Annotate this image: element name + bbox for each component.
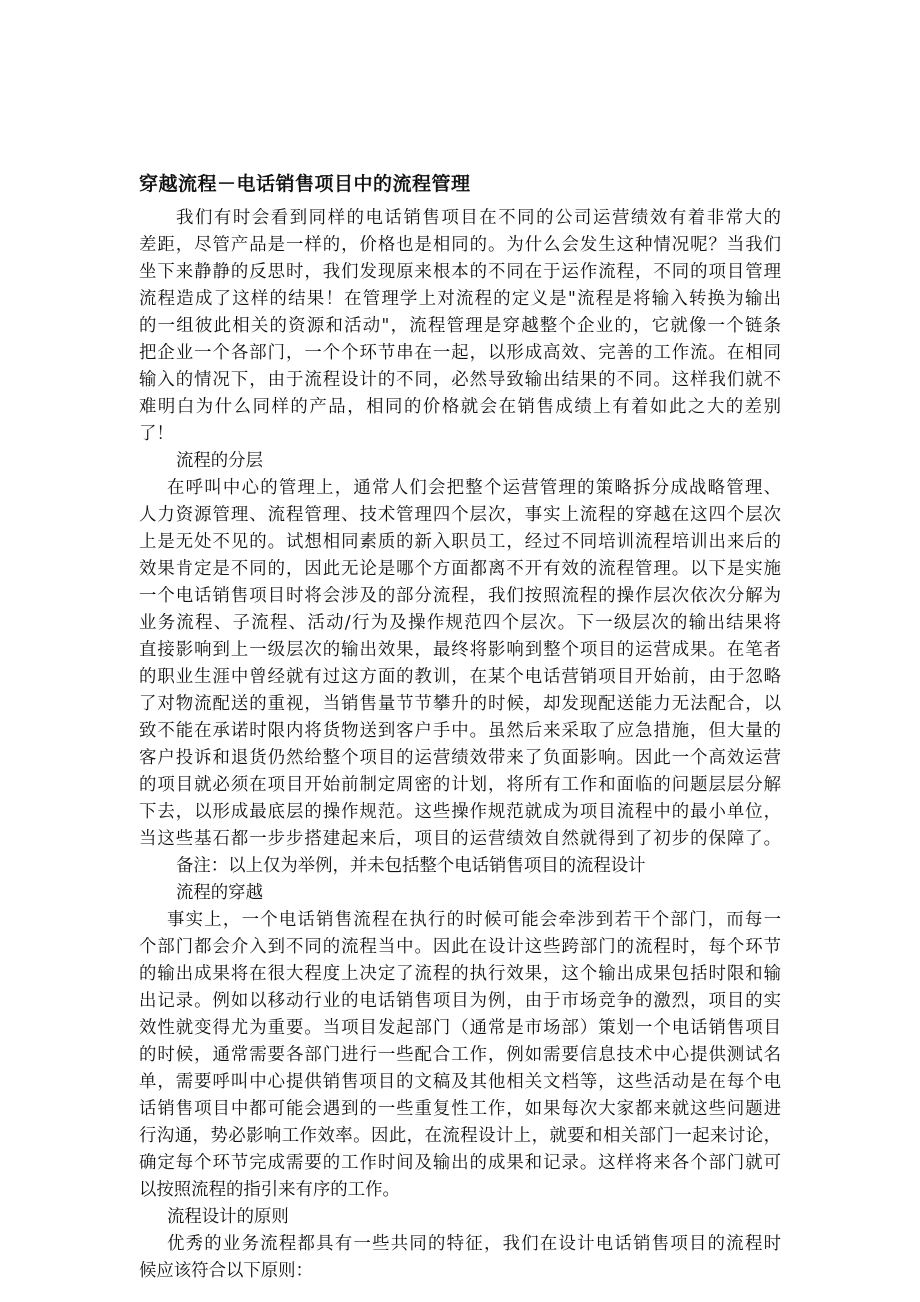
- paragraph-line: 的项目就必须在项目开始前制定周密的计划，将所有工作和面临的问题层层分解: [139, 775, 781, 795]
- paragraph-line: 单，需要呼叫中心提供销售项目的文稿及其他相关文档等，这些活动是在每个电: [139, 1072, 781, 1092]
- paragraph-line: 了！: [139, 424, 174, 444]
- document-title: 穿越流程－电话销售项目中的流程管理: [139, 173, 471, 195]
- paragraph-line: 话销售项目中都可能会遇到的一些重复性工作，如果每次大家都来就这些问题进: [139, 1099, 781, 1119]
- paragraph-line: 我们有时会看到同样的电话销售项目在不同的公司运营绩效有着非常大的: [176, 208, 781, 228]
- paragraph-line: 在呼叫中心的管理上，通常人们会把整个运营管理的策略拆分成战略管理、: [167, 478, 781, 498]
- paragraph-line: 下去，以形成最底层的操作规范。这些操作规范就成为项目流程中的最小单位，: [139, 802, 781, 822]
- paragraph-line: 以按照流程的指引来有序的工作。: [139, 1180, 400, 1200]
- paragraph-line: 客户投诉和退货仍然给整个项目的运营绩效带来了负面影响。因此一个高效运营: [139, 748, 781, 768]
- paragraph-line: 了对物流配送的重视，当销售量节节攀升的时候，却发现配送能力无法配合，以: [139, 694, 781, 714]
- paragraph-line: 效性就变得尤为重要。当项目发起部门（通常是市场部）策划一个电话销售项目: [139, 1018, 781, 1038]
- paragraph-line: 的一组彼此相关的资源和活动"，流程管理是穿越整个企业的，它就像一个链条: [139, 316, 781, 336]
- section-heading: 流程设计的原则: [167, 1207, 289, 1227]
- paragraph-line: 的职业生涯中曾经就有过这方面的教训，在某个电话营销项目开始前，由于忽略: [139, 667, 781, 687]
- section-heading: 流程的分层: [176, 451, 263, 471]
- paragraph-line: 致不能在承诺时限内将货物送到客户手中。虽然后来采取了应急措施，但大量的: [139, 721, 781, 741]
- paragraph-line: 坐下来静静的反思时，我们发现原来根本的不同在于运作流程，不同的项目管理: [139, 262, 781, 282]
- paragraph-line: 效果肯定是不同的，因此无论是哪个方面都离不开有效的流程管理。以下是实施: [139, 559, 781, 579]
- paragraph-line: 难明白为什么同样的产品，相同的价格就会在销售成绩上有着如此之大的差别: [139, 397, 781, 417]
- paragraph-line: 差距，尽管产品是一样的，价格也是相同的。为什么会发生这种情况呢？当我们: [139, 235, 781, 255]
- paragraph-line: 输入的情况下，由于流程设计的不同，必然导致输出结果的不同。这样我们就不: [139, 370, 781, 390]
- paragraph-line: 出记录。例如以移动行业的电话销售项目为例，由于市场竞争的激烈，项目的实: [139, 991, 781, 1011]
- paragraph-line: 事实上，一个电话销售流程在执行的时候可能会牵涉到若干个部门，而每一: [167, 910, 781, 930]
- paragraph-line: 当这些基石都一步步搭建起来后，项目的运营绩效自然就得到了初步的保障了。: [139, 829, 781, 849]
- paragraph-line: 优秀的业务流程都具有一些共同的特征，我们在设计电话销售项目的流程时: [167, 1234, 781, 1254]
- paragraph-line: 业务流程、子流程、活动/行为及操作规范四个层次。下一级层次的输出结果将: [139, 613, 781, 633]
- paragraph-line: 确定每个环节完成需要的工作时间及输出的成果和记录。这样将来各个部门就可: [139, 1153, 781, 1173]
- paragraph-line: 个部门都会介入到不同的流程当中。因此在设计这些跨部门的流程时，每个环节: [139, 937, 781, 957]
- paragraph-line: 候应该符合以下原则：: [139, 1261, 313, 1281]
- paragraph-line: 上是无处不见的。试想相同素质的新入职员工，经过不同培训流程培训出来后的: [139, 532, 781, 552]
- paragraph-line: 的输出成果将在很大程度上决定了流程的执行效果，这个输出成果包括时限和输: [139, 964, 781, 984]
- paragraph-line: 直接影响到上一级层次的输出效果，最终将影响到整个项目的运营成果。在笔者: [139, 640, 781, 660]
- paragraph-line: 的时候，通常需要各部门进行一些配合工作，例如需要信息技术中心提供测试名: [139, 1045, 781, 1065]
- paragraph-line: 人力资源管理、流程管理、技术管理四个层次，事实上流程的穿越在这四个层次: [139, 505, 781, 525]
- paragraph-line: 一个电话销售项目时将会涉及的部分流程，我们按照流程的操作层次依次分解为: [139, 586, 781, 606]
- note-text: 备注：以上仅为举例，并未包括整个电话销售项目的流程设计: [176, 856, 646, 876]
- paragraph-line: 把企业一个各部门，一个个环节串在一起，以形成高效、完善的工作流。在相同: [139, 343, 781, 363]
- section-heading: 流程的穿越: [176, 883, 263, 903]
- paragraph-line: 行沟通，势必影响工作效率。因此，在流程设计上，就要和相关部门一起来讨论，: [139, 1126, 781, 1146]
- paragraph-line: 流程造成了这样的结果！在管理学上对流程的定义是"流程是将输入转换为输出: [139, 289, 781, 309]
